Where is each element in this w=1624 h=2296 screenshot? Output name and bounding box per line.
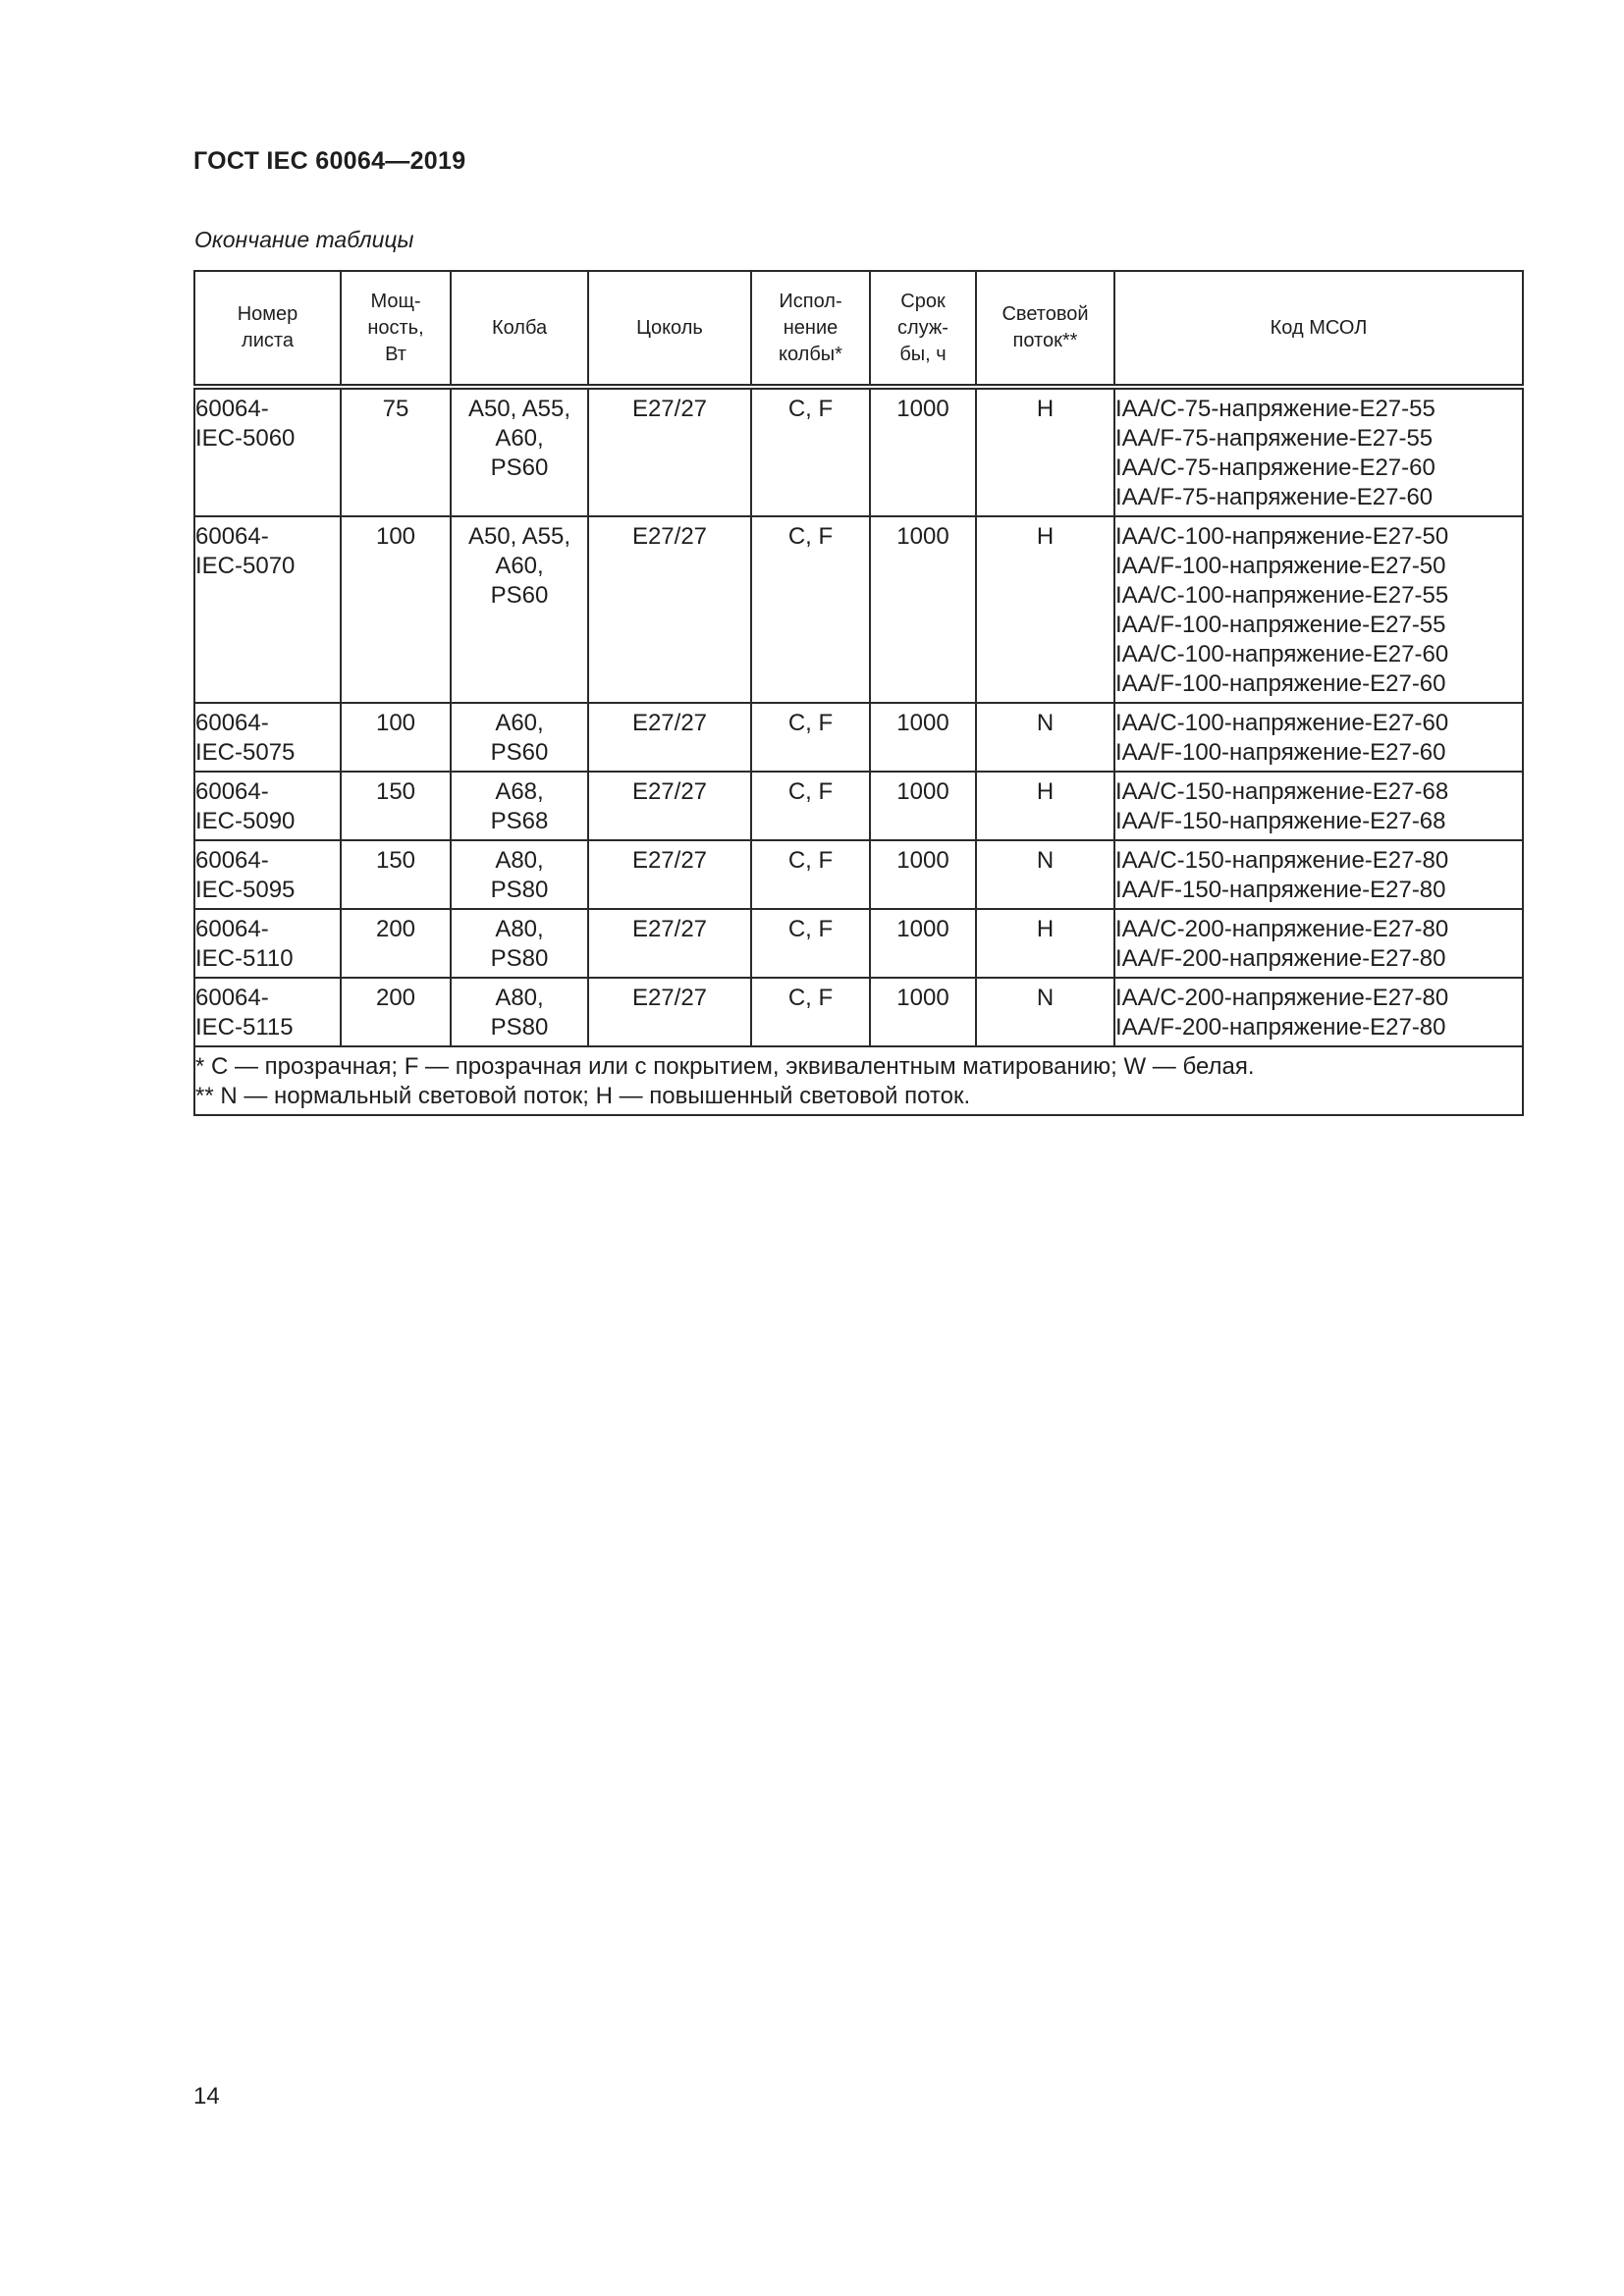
cell-ilcos-code-line: IAA/C-100-напряжение-E27-55 [1115,582,1449,609]
cell-ilcos-code-line: IAA/F-150-напряжение-E27-68 [1115,808,1446,834]
cell-sheet-number [194,516,341,703]
cell-sheet-number-line: 60064- [195,847,269,874]
cell-sheet-number-line: IEC-5060 [195,425,296,452]
cell-ilcos-code-line: IAA/F-100-напряжение-E27-60 [1115,670,1446,697]
lamp-data-table [193,270,1524,1116]
cell-ilcos-code [1114,978,1523,1046]
cell-ilcos-code-line: IAA/F-100-напряжение-E27-50 [1115,553,1446,579]
cell-bulb-line: PS60 [490,454,549,481]
table-caption: Окончание таблицы [194,227,414,252]
cell-power: 200 [341,909,451,978]
cell-bulb-line: PS80 [490,877,549,903]
cell-ilcos-code [1114,909,1523,978]
cell-luminous-flux: H [976,772,1114,840]
cell-cap: E27/27 [588,978,751,1046]
header-line: Мощ- [370,290,421,312]
cell-power: 200 [341,978,451,1046]
cell-sheet-number-line: 60064- [195,985,269,1011]
cell-sheet-number-line: 60064- [195,916,269,942]
table-container [193,270,1522,1116]
cell-ilcos-code-line: IAA/C-75-напряжение-E27-55 [1115,396,1435,422]
cell-bulb-finish: C, F [751,516,870,703]
cell-ilcos-code-line: IAA/F-200-напряжение-E27-80 [1115,945,1446,972]
cell-bulb-finish: C, F [751,909,870,978]
cell-bulb-finish: C, F [751,840,870,909]
header-line: Срок [900,290,946,312]
cell-bulb-line: A60, [495,553,544,579]
cell-bulb [451,978,588,1046]
page-number: 14 [193,2083,220,2109]
cell-power: 100 [341,703,451,772]
cell-ilcos-code-line: IAA/F-75-напряжение-E27-55 [1115,425,1434,452]
cell-bulb-line: PS60 [490,739,549,766]
cell-cap: E27/27 [588,516,751,703]
cell-ilcos-code-line: IAA/C-100-напряжение-E27-60 [1115,710,1449,736]
cell-luminous-flux: H [976,516,1114,703]
table-row [194,909,1523,978]
cell-sheet-number [194,772,341,840]
cell-cap: E27/27 [588,909,751,978]
cell-bulb [451,387,588,516]
cell-cap: E27/27 [588,703,751,772]
cell-sheet-number-line: IEC-5070 [195,553,296,579]
cell-ilcos-code-line: IAA/C-100-напряжение-E27-50 [1115,523,1449,550]
header-line: Вт [385,343,406,365]
document-standard-id: ГОСТ IEC 60064—2019 [193,147,466,175]
header-ilcos-code [1114,271,1523,387]
cell-life: 1000 [870,978,976,1046]
header-line: колбы* [779,343,842,365]
cell-ilcos-code-line: IAA/C-200-напряжение-E27-80 [1115,916,1449,942]
cell-cap: E27/27 [588,840,751,909]
header-line: бы, ч [899,343,947,365]
cell-sheet-number-line: IEC-5115 [195,1014,294,1041]
cell-luminous-flux: H [976,387,1114,516]
cell-life: 1000 [870,840,976,909]
cell-bulb [451,703,588,772]
table-row [194,772,1523,840]
header-sheet-number [194,271,341,387]
cell-bulb-line: PS68 [490,808,549,834]
table-header-row [194,271,1523,387]
header-line: ность, [367,316,424,339]
header-line: Испол- [779,290,842,312]
header-line: Световой [1001,303,1089,325]
cell-power: 150 [341,840,451,909]
cell-ilcos-code [1114,516,1523,703]
table-row [194,840,1523,909]
cell-cap: E27/27 [588,387,751,516]
cell-sheet-number-line: 60064- [195,396,269,422]
cell-power: 75 [341,387,451,516]
cell-life: 1000 [870,772,976,840]
cell-bulb-finish: C, F [751,978,870,1046]
cell-luminous-flux: N [976,703,1114,772]
cell-sheet-number-line: IEC-5075 [195,739,296,766]
cell-sheet-number [194,387,341,516]
header-life [870,271,976,387]
cell-ilcos-code-line: IAA/C-150-напряжение-E27-68 [1115,778,1449,805]
cell-luminous-flux: N [976,840,1114,909]
table-notes [194,1046,1523,1115]
cell-sheet-number [194,978,341,1046]
cell-bulb-line: PS80 [490,945,549,972]
cell-bulb [451,909,588,978]
cell-sheet-number-line: IEC-5110 [195,945,294,972]
table-body [194,387,1523,1115]
header-bulb [451,271,588,387]
table-note: * C — прозрачная; F — прозрачная или с покрытием, эквивалентным матированию; W — белая. [195,1053,1255,1080]
cell-bulb [451,516,588,703]
cell-bulb-line: PS80 [490,1014,549,1041]
cell-sheet-number-line: 60064- [195,523,269,550]
header-line: листа [242,330,294,351]
cell-ilcos-code-line: IAA/F-150-напряжение-E27-80 [1115,877,1446,903]
cell-ilcos-code-line: IAA/C-150-напряжение-E27-80 [1115,847,1449,874]
table-row [194,703,1523,772]
cell-ilcos-code [1114,703,1523,772]
cell-bulb [451,840,588,909]
header-line: Номер [237,303,298,325]
cell-bulb-line: PS60 [490,582,549,609]
header-power [341,271,451,387]
cell-life: 1000 [870,516,976,703]
cell-sheet-number [194,703,341,772]
header-line: Код МСОЛ [1270,316,1368,339]
cell-bulb-finish: C, F [751,703,870,772]
cell-bulb-line: A80, [495,985,544,1011]
cell-ilcos-code-line: IAA/C-100-напряжение-E27-60 [1115,641,1449,667]
cell-sheet-number-line: IEC-5095 [195,877,296,903]
cell-power: 100 [341,516,451,703]
cell-power: 150 [341,772,451,840]
cell-cap: E27/27 [588,772,751,840]
cell-life: 1000 [870,703,976,772]
cell-bulb-line: A60, [495,425,544,452]
cell-sheet-number-line: IEC-5090 [195,808,296,834]
cell-sheet-number [194,909,341,978]
table-row [194,516,1523,703]
table-notes-row [194,1046,1523,1115]
header-line: служ- [897,316,948,339]
cell-bulb-line: A80, [495,916,544,942]
header-cap [588,271,751,387]
cell-sheet-number-line: 60064- [195,710,269,736]
header-line: Цоколь [636,316,703,339]
header-line: поток** [1012,330,1078,351]
cell-ilcos-code-line: IAA/C-200-напряжение-E27-80 [1115,985,1449,1011]
cell-bulb-line: A80, [495,847,544,874]
cell-ilcos-code-line: IAA/F-100-напряжение-E27-60 [1115,739,1446,766]
cell-ilcos-code [1114,772,1523,840]
cell-ilcos-code-line: IAA/C-75-напряжение-E27-60 [1115,454,1435,481]
cell-sheet-number-line: 60064- [195,778,269,805]
header-line: нение [783,316,839,339]
cell-ilcos-code-line: IAA/F-200-напряжение-E27-80 [1115,1014,1446,1041]
cell-bulb-line: A50, A55, [467,396,571,422]
cell-bulb-line: A60, [495,710,544,736]
cell-bulb-line: A68, [495,778,544,805]
cell-bulb [451,772,588,840]
table-note: ** N — нормальный световой поток; H — повышенный световой поток. [195,1083,971,1109]
cell-ilcos-code-line: IAA/F-75-напряжение-E27-60 [1115,484,1434,510]
header-bulb-finish [751,271,870,387]
cell-sheet-number [194,840,341,909]
table-row [194,978,1523,1046]
header-line: Колба [491,316,548,339]
cell-life: 1000 [870,387,976,516]
cell-ilcos-code [1114,387,1523,516]
cell-luminous-flux: H [976,909,1114,978]
table-row [194,387,1523,516]
cell-luminous-flux: N [976,978,1114,1046]
cell-ilcos-code-line: IAA/F-100-напряжение-E27-55 [1115,612,1446,638]
header-luminous-flux [976,271,1114,387]
cell-life: 1000 [870,909,976,978]
cell-bulb-line: A50, A55, [467,523,571,550]
cell-bulb-finish: C, F [751,387,870,516]
cell-ilcos-code [1114,840,1523,909]
cell-bulb-finish: C, F [751,772,870,840]
